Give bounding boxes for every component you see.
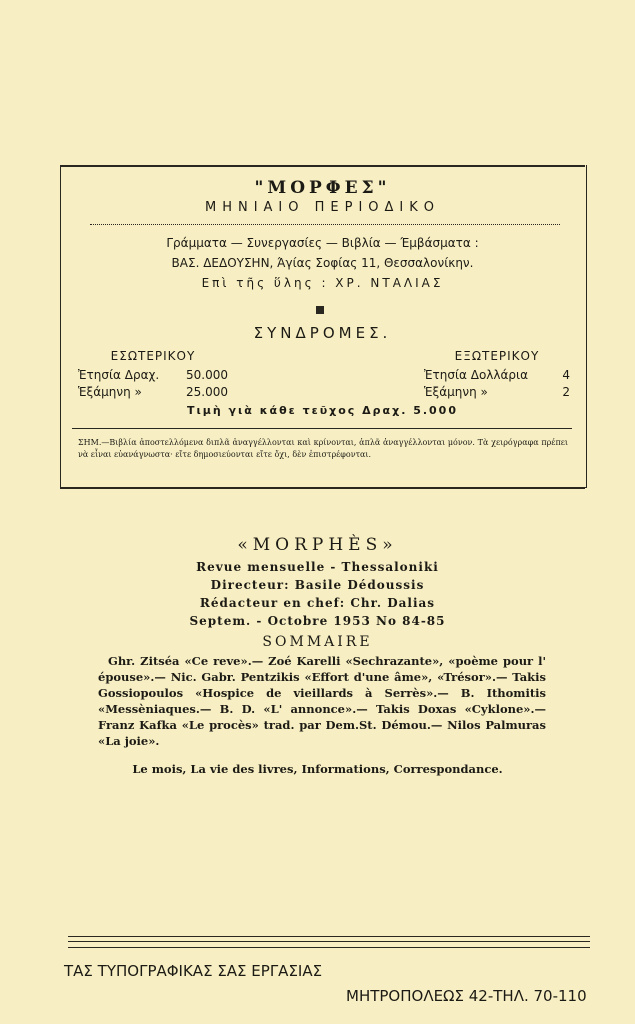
footer-rule — [68, 936, 590, 937]
footer-rule — [68, 947, 590, 948]
greek-editor-line: Επὶ τῆς ὕλης : ΧΡ. ΝΤΑΛΙΑΣ — [201, 276, 444, 290]
french-line-1: Revue mensuelle - Thessaloniki — [196, 560, 439, 574]
greek-line-2: ΒΑΣ. ΔΕΔΟΥΣΗΝ, Άγίας Σοφίας 11, Θεσσαλονίκην. — [171, 256, 474, 270]
list-item: Ἑξάμηνη » 25.000 — [78, 385, 228, 399]
sommaire-tail: Le mois, La vie des livres, Informations, Correspondance. — [132, 762, 503, 776]
domestic-header: ΕΣΩΤΕΡΙΚΟΥ — [110, 349, 196, 363]
square-ornament — [316, 306, 324, 314]
note-text: ΣΗΜ.—Βιβλία ἀποστελλόμενα διπλᾶ ἀναγγέλλονται καὶ κρίνονται, ἁπλᾶ ἀναγγέλλονται μόνον. Τὰ χειρόγραφα πρέπει νὰ εἶναι εὐανάγνωστα· εἴτε δημοσιεύονται εἴτε ὄχι, δὲν ἐπιστρέφονται. — [78, 438, 568, 459]
footer-right-text: ΜΗΤΡΟΠΟΛΕΩΣ 42-ΤΗΛ. 70-110 — [346, 987, 587, 1005]
foreign-column — [424, 349, 570, 401]
greek-line-1: Γράμματα — Συνεργασίες — Βιβλία — Έμβάσματα : — [166, 236, 479, 250]
list-item: Ἐτησία Δραχ. 50.000 — [78, 368, 228, 382]
french-line-4: Septem. - Octobre 1953 No 84-85 — [189, 614, 446, 628]
french-line-2: Directeur: Basile Dédoussis — [210, 578, 425, 592]
subscriptions-title: ΣΥΝΔΡΟΜΕΣ. — [253, 324, 392, 342]
list-item: Ἑξάμηνη » 2 — [424, 385, 570, 399]
divider — [72, 428, 572, 429]
greek-subtitle: ΜΗΝΙΑΙΟ ΠΕΡΙΟΔΙΚΟ — [204, 200, 441, 215]
foreign-header: ΕΞΩΤΕΡΙΚΟΥ — [454, 349, 540, 363]
sommaire-heading: SOMMAIRE — [262, 634, 373, 650]
divider — [90, 224, 560, 231]
box-bottom-rule — [60, 487, 585, 489]
french-line-3: Rédacteur en chef: Chr. Dalias — [199, 596, 436, 610]
greek-title: "ΜΟΡΦΕΣ" — [254, 178, 391, 198]
list-item: Ἐτησία Δολλάρια 4 — [424, 368, 570, 382]
domestic-column — [78, 349, 228, 401]
footer-left-text: ΤΑΣ ΤΥΠΟΓΡΑΦΙΚΑΣ ΣΑΣ ΕΡΓΑΣΙΑΣ — [64, 962, 323, 980]
footer-rule — [68, 941, 590, 942]
sommaire-body: Ghr. Zitséa «Ce reve».— Zoé Karelli «Sechrazante», «poème pour l' épouse».— Nic. Gabr. Pentzikis «Effort d'une âme», «Trésor».— Takis Gossiopoulos «Hospice de vieillards à Serrès».— B. Ithomitis «Messèniaques.— B. D. «L' annonce».— Takis Doxas «Cyklone».— Franz Kafka «Le procès» trad. par Dem.St. Démou.— Nilos Palmuras «La joie». — [98, 654, 546, 748]
issue-price: Τιμὴ γιὰ κάθε τεῦχος Δραχ. 5.000 — [186, 404, 458, 417]
french-title: «MORPHÈS» — [237, 535, 398, 555]
